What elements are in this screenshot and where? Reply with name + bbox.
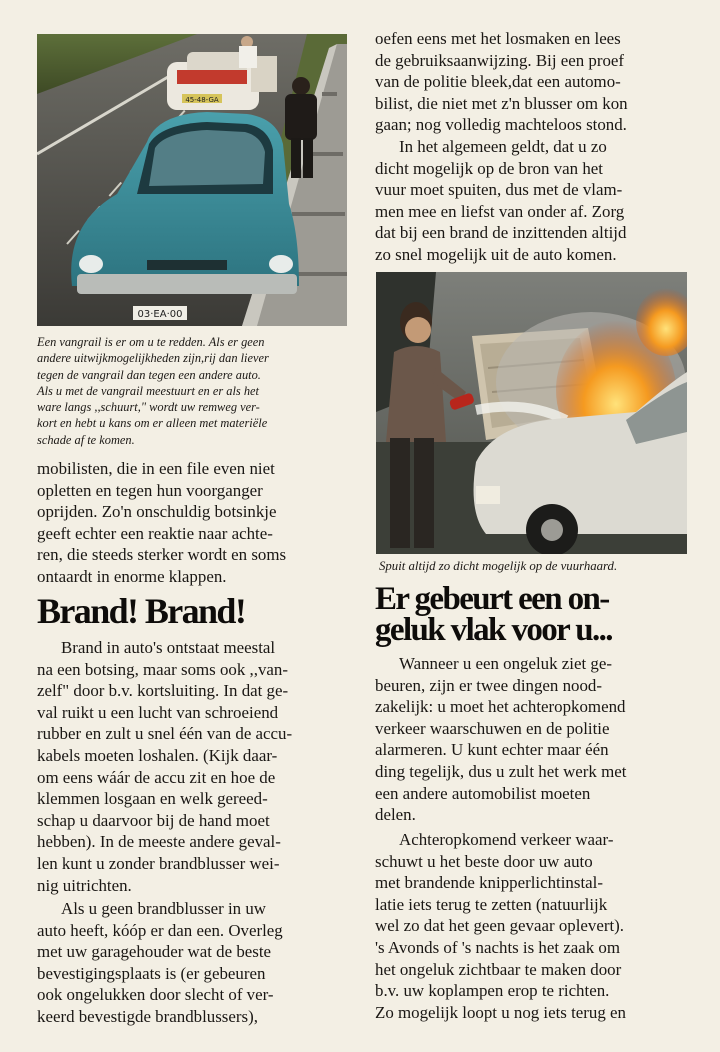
text-line: kabels moeten loshalen. (Kijk daar- [37,745,278,765]
text-line: ook ongelukken door slecht of ver- [37,985,274,1005]
text-line: Als u geen brandblusser in uw [61,899,266,918]
text-line: ontaardt in enorme klappen. [37,566,227,586]
caption-line: andere uitwijkmogelijkheden zijn,rij dan liever [37,351,269,366]
text-line: vuur moet spuiten, dus met de vlam- [375,180,623,200]
fire-photo-image [376,272,687,554]
guardrail-photo-image [37,34,347,326]
caption-line: tegen de vangrail dan tegen een andere auto. [37,367,261,382]
text-line: een andere automobilist moeten [375,783,591,803]
caption-line: Als u met de vangrail meestuurt en er als het [37,383,259,398]
guardrail-caption [37,334,347,448]
text-line: Wanneer u een ongeluk ziet ge- [399,654,612,673]
text-line: latie iets terug te zetten (natuurlijk [375,894,608,914]
top-car-plate: 45-48-GA [185,96,219,104]
continuation-paragraph [37,458,347,588]
text-line: alarmeren. U kunt echter maar één [375,740,609,760]
text-line: gaan; nog volledig machteloos stond. [375,115,627,135]
text-line: zo snel mogelijk uit de auto komen. [375,244,617,264]
text-line: auto heeft, kóóp er dan een. Overleg [37,920,283,940]
text-line: het ongeluk zichtbaar te maken door [375,959,622,979]
text-line: men mee en liefst van onder af. Zorg [375,201,625,221]
text-line: mobilisten, die in een file even niet [37,459,275,478]
text-line: schuwt u het beste door uw auto [375,851,593,871]
text-line: ren, die steeds sterker wordt en soms [37,545,287,565]
text-line: schap u daarvoor bij de hand moet [37,810,270,830]
text-line: zelf" door b.v. kortsluiting. In dat ge- [37,681,289,701]
text-line: hebben). In de meeste andere geval- [37,832,281,852]
text-line: van de politie bleek,dat een automo- [375,72,621,92]
paragraph-accident-2 [375,829,687,1023]
paragraph-accident-1 [375,653,687,826]
fire-photo [376,272,687,554]
text-line: na een botsing, maar soms ook ,,van- [37,659,288,679]
text-line: keerd bevestigde brandblussers), [37,1006,258,1026]
text-line: bevestigingsplaats is (er gebeuren [37,963,266,983]
text-line: de gebruiksaanwijzing. Bij een proef [375,50,625,70]
text-line: zakelijk: u moet het achteropkomend [375,697,626,717]
caption-line: kort en hebt u kans om er alleen met materiële [37,416,268,431]
text-line: oefen eens met het losmaken en lees [375,29,621,48]
text-line: met uw garagehouder wat de beste [37,942,272,962]
text-line: bilist, die niet met z'n blusser om kon [375,93,628,113]
caption-line: ware langs ,,schuurt," wordt uw remweg ver- [37,400,260,415]
text-line: oprijden. Zo'n onschuldig botsinkje [37,502,277,522]
caption-line: Een vangrail is er om u te redden. Als er geen [37,335,265,349]
text-line: val ruikt u een lucht van schroeiend [37,702,279,722]
text-line: delen. [375,805,416,825]
text-line: wel zo dat het geen gevaar oplevert). [375,916,625,936]
paragraph-top-2 [375,136,687,266]
text-line: nig uitrichten. [37,875,132,895]
text-line: Achteropkomend verkeer waar- [399,830,614,849]
text-line: geeft echter een reaktie naar achte- [37,523,273,543]
text-line: Brand in auto's ontstaat meestal [61,638,276,657]
heading-line: geluk vlak voor u... [375,612,612,648]
text-line: opletten en tegen hun voorganger [37,480,263,500]
heading-line: Er gebeurt een on- [375,581,609,617]
text-line: met brandende knipperlichtinstal- [375,873,603,893]
text-line: verkeer waarschuwen en de politie [375,718,610,738]
guardrail-photo [37,34,347,326]
text-line: 's Avonds of 's nachts is het zaak om [375,937,621,957]
text-line: dicht mogelijk op de bron van het [375,158,603,178]
text-line: In het algemeen geldt, dat u zo [399,137,607,156]
text-line: om eens wáár de accu zit en hoe de [37,767,276,787]
text-line: klemmen losgaan en welk gereed- [37,789,268,809]
heading-brand: Brand! Brand! [37,591,246,631]
paragraph-brand-1 [37,637,347,896]
paragraph-brand-2 [37,898,347,1028]
text-line: Zo mogelijk loopt u nog iets terug en [375,1002,626,1022]
text-line: dat bij een brand de inzittenden altijd [375,223,627,243]
text-line: beuren, zijn er twee dingen nood- [375,675,603,695]
fire-caption: Spuit altijd zo dicht mogelijk op de vuurhaard. [379,559,618,573]
caption-line: schade af te komen. [37,432,135,447]
paragraph-top-1 [375,28,687,136]
text-line: b.v. uw koplampen erop te richten. [375,981,610,1001]
text-line: rubber en zult u snel één van de accu- [37,724,293,744]
text-line: len kunt u zonder brandblusser wei- [37,853,280,873]
text-line: ding tegelijk, dus u zult het werk met [375,761,627,781]
heading-accident [375,581,695,648]
teal-car-plate: 03·EA·00 [137,309,183,320]
